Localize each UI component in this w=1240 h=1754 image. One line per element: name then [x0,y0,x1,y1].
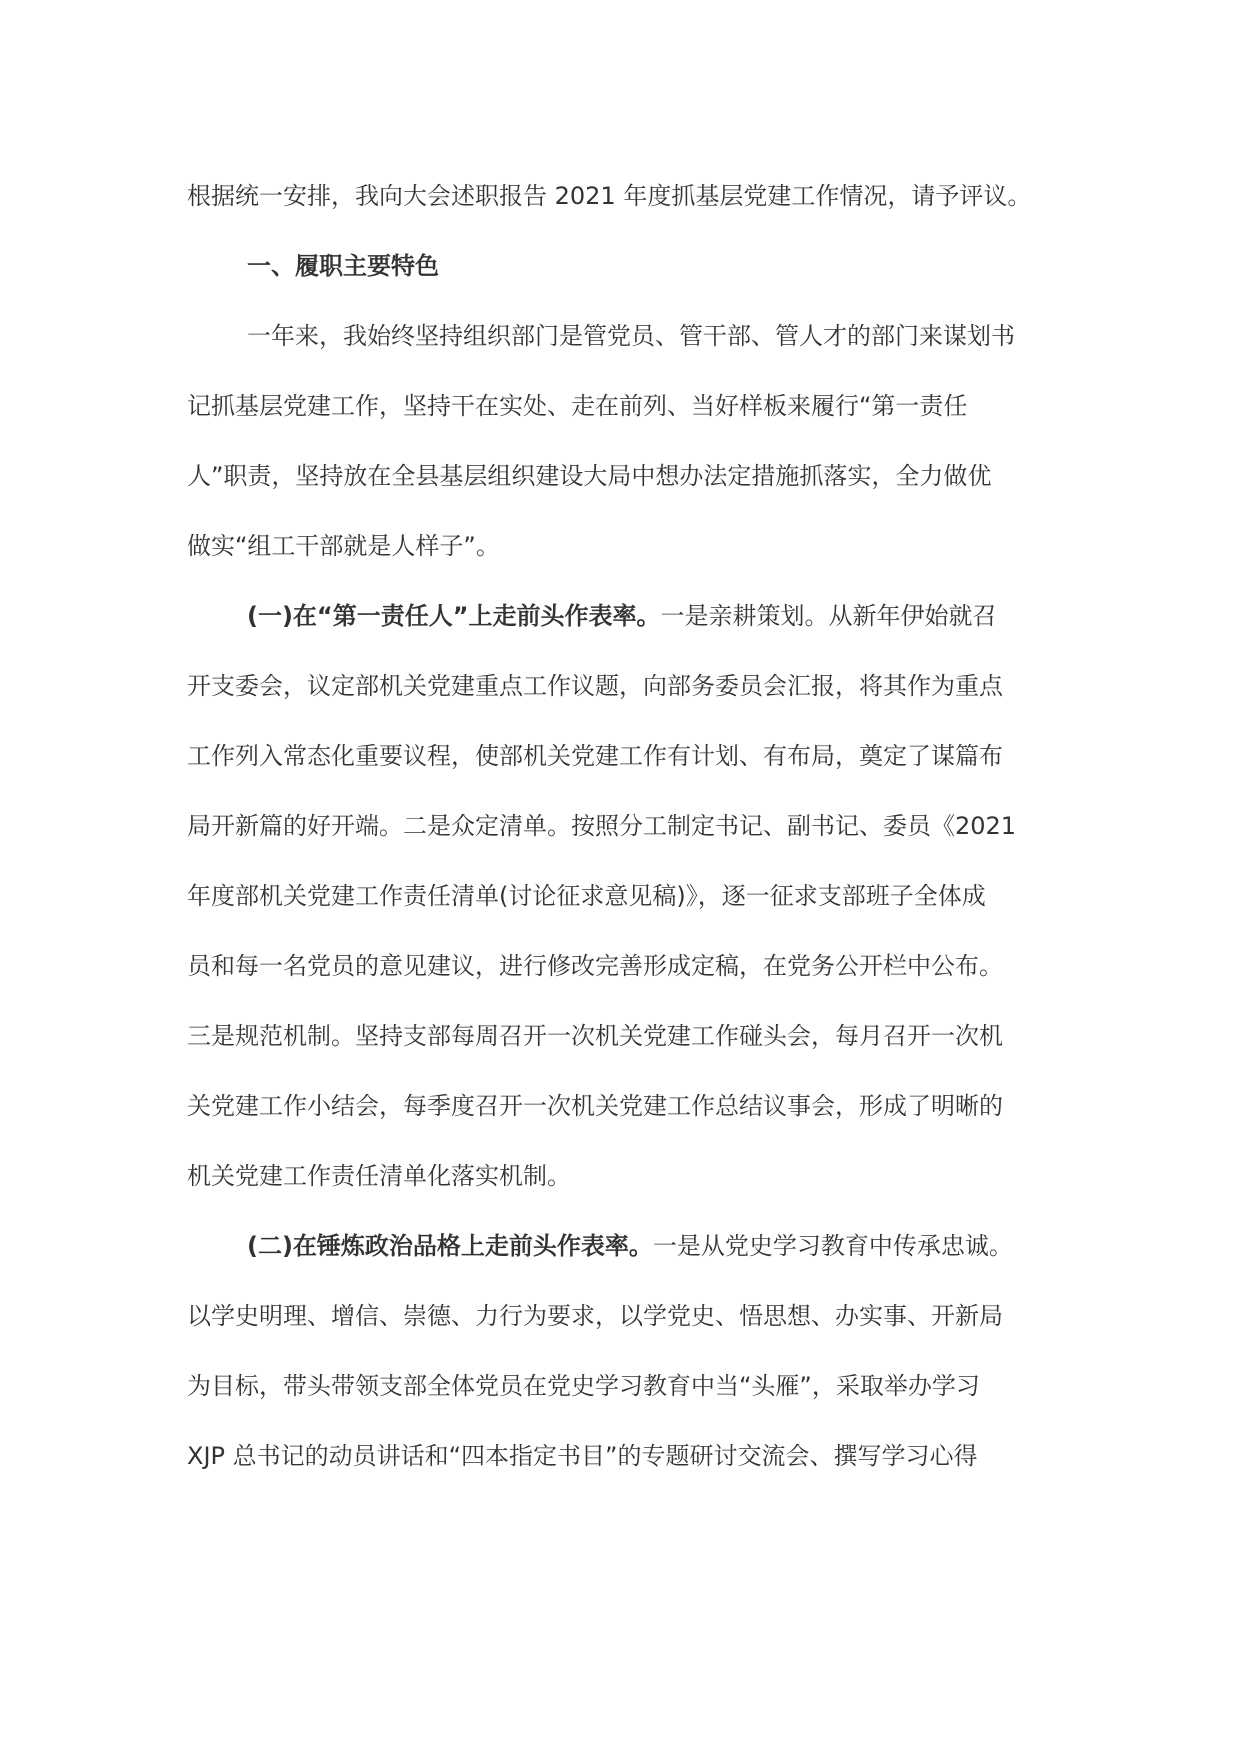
paragraph-line: 年度部机关党建工作责任清单(讨论征求意见稿)》，逐一征求支部班子全体成 [187,882,986,910]
subsection-first-line [187,1221,1053,1291]
subsection-heading: (二)在锤炼政治品格上走前头作表率。 [247,1232,653,1260]
section-heading: 一、履职主要特色 [247,252,439,280]
paragraph-line: 机关党建工作责任清单化落实机制。 [187,1162,571,1190]
paragraph-line: 人”职责，坚持放在全县基层组织建设大局中想办法定措施抓落实，全力做优 [187,462,992,490]
paragraph-line: 三是规范机制。坚持支部每周召开一次机关党建工作碰头会，每月召开一次机 [187,1022,1003,1050]
paragraph-text: 一是亲耕策划。从新年伊始就召 [660,602,997,630]
paragraph-line: 一年来，我始终坚持组织部门是管党员、管干部、管人才的部门来谋划书 [247,322,1015,350]
paragraph-line: 员和每一名党员的意见建议，进行修改完善形成定稿，在党务公开栏中公布。 [187,952,1003,980]
paragraph-line: 记抓基层党建工作，坚持干在实处、走在前列、当好样板来履行“第一责任 [187,392,968,420]
paragraph-text: 一是从党史学习教育中传承忠诚。 [652,1232,1013,1260]
paragraph-line: 局开新篇的好开端。二是众定清单。按照分工制定书记、副书记、委员《2021 [187,812,1017,840]
subsection-heading: (一)在“第一责任人”上走前头作表率。 [247,602,661,630]
paragraph-line: 关党建工作小结会，每季度召开一次机关党建工作总结议事会，形成了明晰的 [187,1092,1003,1120]
paragraph-line: 以学史明理、增信、崇德、力行为要求，以学党史、悟思想、办实事、开新局 [187,1302,1003,1330]
paragraph-line: XJP 总书记的动员讲话和“四本指定书目”的专题研讨交流会、撰写学习心得 [187,1442,978,1470]
paragraph-line: 工作列入常态化重要议程，使部机关党建工作有计划、有布局，奠定了谋篇布 [187,742,1003,770]
intro-paragraph: 根据统一安排，我向大会述职报告 2021 年度抓基层党建工作情况，请予评议。 [187,182,1032,210]
paragraph-line: 为目标，带头带领支部全体党员在党史学习教育中当“头雁”，采取举办学习 [187,1372,980,1400]
paragraph-line: 做实“组工干部就是人样子”。 [187,532,500,560]
paragraph-line: 开支委会，议定部机关党建重点工作议题，向部务委员会汇报，将其作为重点 [187,672,1003,700]
document-body [187,171,1053,1501]
subsection-first-line [187,591,1053,661]
